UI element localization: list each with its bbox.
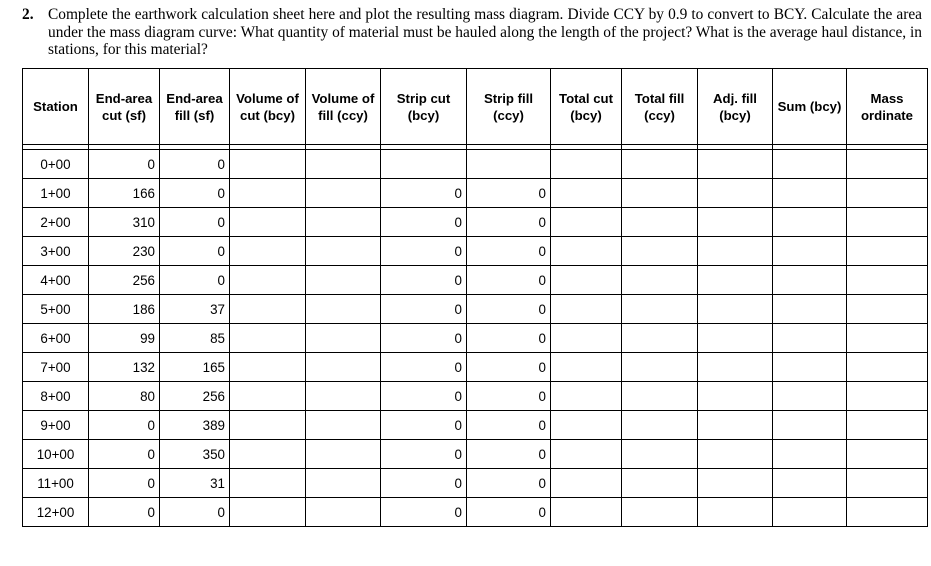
header-adj-fill: Adj. fill (bcy) [698, 69, 773, 145]
cell-end-area-fill: 0 [160, 498, 230, 527]
cell-total-cut[interactable] [551, 411, 622, 440]
cell-end-area-cut: 99 [89, 324, 160, 353]
cell-volume-fill[interactable] [306, 353, 381, 382]
table-row [23, 295, 928, 324]
cell-total-cut[interactable] [551, 353, 622, 382]
cell-mass-ordinate[interactable] [847, 498, 928, 527]
cell-end-area-cut: 0 [89, 440, 160, 469]
table-row [23, 440, 928, 469]
cell-mass-ordinate[interactable] [847, 440, 928, 469]
cell-total-fill[interactable] [622, 382, 698, 411]
cell-volume-fill[interactable] [306, 324, 381, 353]
cell-total-fill[interactable] [622, 179, 698, 208]
table-row [23, 469, 928, 498]
cell-strip-fill: 0 [467, 179, 551, 208]
problem-statement [22, 6, 922, 59]
table-row [23, 498, 928, 527]
cell-volume-cut[interactable] [230, 266, 306, 295]
cell-sum[interactable] [773, 411, 847, 440]
cell-volume-fill[interactable] [306, 411, 381, 440]
cell-sum[interactable] [773, 150, 847, 179]
cell-total-fill[interactable] [622, 469, 698, 498]
header-volume-fill: Volume of fill (ccy) [306, 69, 381, 145]
cell-end-area-cut: 186 [89, 295, 160, 324]
cell-strip-cut: 0 [381, 208, 467, 237]
cell-station: 1+00 [23, 179, 89, 208]
cell-total-cut[interactable] [551, 498, 622, 527]
header-total-cut: Total cut (bcy) [551, 69, 622, 145]
cell-volume-cut[interactable] [230, 382, 306, 411]
cell-strip-fill: 0 [467, 382, 551, 411]
cell-sum[interactable] [773, 498, 847, 527]
cell-adj-fill[interactable] [698, 266, 773, 295]
cell-end-area-fill: 0 [160, 150, 230, 179]
cell-strip-cut: 0 [381, 353, 467, 382]
table-row [23, 382, 928, 411]
cell-volume-cut[interactable] [230, 208, 306, 237]
header-strip-fill: Strip fill (ccy) [467, 69, 551, 145]
table-row [23, 150, 928, 179]
cell-strip-fill: 0 [467, 411, 551, 440]
cell-strip-cut: 0 [381, 469, 467, 498]
cell-volume-fill[interactable] [306, 266, 381, 295]
cell-total-fill[interactable] [622, 411, 698, 440]
cell-volume-cut[interactable] [230, 498, 306, 527]
cell-volume-cut[interactable] [230, 237, 306, 266]
cell-strip-cut: 0 [381, 324, 467, 353]
header-row [23, 69, 928, 145]
header-end-area-fill: End-area fill (sf) [160, 69, 230, 145]
table-row [23, 411, 928, 440]
cell-total-cut[interactable] [551, 382, 622, 411]
header-volume-cut: Volume of cut (bcy) [230, 69, 306, 145]
cell-strip-cut: 0 [381, 498, 467, 527]
cell-volume-cut[interactable] [230, 150, 306, 179]
cell-volume-fill[interactable] [306, 382, 381, 411]
cell-mass-ordinate[interactable] [847, 295, 928, 324]
cell-strip-fill: 0 [467, 324, 551, 353]
cell-strip-fill: 0 [467, 295, 551, 324]
cell-strip-cut: 0 [381, 411, 467, 440]
cell-mass-ordinate[interactable] [847, 150, 928, 179]
cell-end-area-cut: 0 [89, 150, 160, 179]
cell-mass-ordinate[interactable] [847, 266, 928, 295]
cell-end-area-cut: 0 [89, 469, 160, 498]
cell-station: 0+00 [23, 150, 89, 179]
cell-volume-fill[interactable] [306, 208, 381, 237]
cell-station: 11+00 [23, 469, 89, 498]
cell-adj-fill[interactable] [698, 440, 773, 469]
cell-end-area-fill: 0 [160, 266, 230, 295]
cell-sum[interactable] [773, 295, 847, 324]
cell-total-fill[interactable] [622, 208, 698, 237]
cell-sum[interactable] [773, 382, 847, 411]
cell-mass-ordinate[interactable] [847, 411, 928, 440]
cell-adj-fill[interactable] [698, 150, 773, 179]
cell-end-area-fill: 0 [160, 179, 230, 208]
cell-total-cut[interactable] [551, 150, 622, 179]
cell-station: 7+00 [23, 353, 89, 382]
cell-end-area-cut: 256 [89, 266, 160, 295]
cell-strip-fill: 0 [467, 440, 551, 469]
cell-sum[interactable] [773, 440, 847, 469]
cell-station: 2+00 [23, 208, 89, 237]
earthwork-calculation-sheet [22, 68, 928, 527]
cell-end-area-fill: 85 [160, 324, 230, 353]
cell-total-cut[interactable] [551, 208, 622, 237]
cell-adj-fill[interactable] [698, 295, 773, 324]
table-row [23, 353, 928, 382]
header-total-fill: Total fill (ccy) [622, 69, 698, 145]
cell-total-fill[interactable] [622, 295, 698, 324]
cell-total-fill[interactable] [622, 237, 698, 266]
table-row [23, 266, 928, 295]
cell-adj-fill[interactable] [698, 382, 773, 411]
header-end-area-cut: End-area cut (sf) [89, 69, 160, 145]
cell-volume-cut[interactable] [230, 295, 306, 324]
cell-sum[interactable] [773, 237, 847, 266]
table-row [23, 324, 928, 353]
cell-station: 8+00 [23, 382, 89, 411]
cell-mass-ordinate[interactable] [847, 208, 928, 237]
cell-end-area-cut: 80 [89, 382, 160, 411]
cell-strip-cut: 0 [381, 295, 467, 324]
cell-total-fill[interactable] [622, 266, 698, 295]
cell-strip-cut: 0 [381, 237, 467, 266]
cell-adj-fill[interactable] [698, 237, 773, 266]
cell-strip-cut: 0 [381, 266, 467, 295]
cell-total-fill[interactable] [622, 498, 698, 527]
cell-volume-fill[interactable] [306, 440, 381, 469]
cell-sum[interactable] [773, 179, 847, 208]
cell-sum[interactable] [773, 353, 847, 382]
cell-sum[interactable] [773, 469, 847, 498]
cell-adj-fill[interactable] [698, 324, 773, 353]
cell-volume-fill[interactable] [306, 150, 381, 179]
cell-mass-ordinate[interactable] [847, 237, 928, 266]
cell-volume-cut[interactable] [230, 469, 306, 498]
header-station: Station [23, 69, 89, 145]
cell-end-area-fill: 256 [160, 382, 230, 411]
cell-sum[interactable] [773, 208, 847, 237]
cell-total-cut[interactable] [551, 179, 622, 208]
cell-strip-cut: 0 [381, 440, 467, 469]
cell-volume-fill[interactable] [306, 179, 381, 208]
cell-end-area-fill: 350 [160, 440, 230, 469]
cell-station: 9+00 [23, 411, 89, 440]
cell-station: 6+00 [23, 324, 89, 353]
table-row [23, 237, 928, 266]
cell-adj-fill[interactable] [698, 208, 773, 237]
cell-sum[interactable] [773, 324, 847, 353]
cell-total-cut[interactable] [551, 295, 622, 324]
cell-volume-fill[interactable] [306, 498, 381, 527]
cell-total-fill[interactable] [622, 353, 698, 382]
cell-adj-fill[interactable] [698, 498, 773, 527]
cell-volume-fill[interactable] [306, 295, 381, 324]
cell-strip-fill: 0 [467, 266, 551, 295]
cell-adj-fill[interactable] [698, 469, 773, 498]
cell-end-area-fill: 31 [160, 469, 230, 498]
cell-total-fill[interactable] [622, 150, 698, 179]
cell-mass-ordinate[interactable] [847, 324, 928, 353]
cell-end-area-cut: 132 [89, 353, 160, 382]
cell-total-fill[interactable] [622, 440, 698, 469]
cell-sum[interactable] [773, 266, 847, 295]
cell-end-area-cut: 166 [89, 179, 160, 208]
cell-mass-ordinate[interactable] [847, 353, 928, 382]
cell-adj-fill[interactable] [698, 179, 773, 208]
header-sum: Sum (bcy) [773, 69, 847, 145]
cell-strip-cut[interactable] [381, 150, 467, 179]
cell-mass-ordinate[interactable] [847, 382, 928, 411]
cell-volume-fill[interactable] [306, 469, 381, 498]
cell-strip-cut: 0 [381, 382, 467, 411]
cell-station: 3+00 [23, 237, 89, 266]
table-row [23, 179, 928, 208]
cell-strip-cut: 0 [381, 179, 467, 208]
cell-total-cut[interactable] [551, 237, 622, 266]
cell-total-cut[interactable] [551, 266, 622, 295]
cell-station: 5+00 [23, 295, 89, 324]
problem-number: 2. [22, 6, 34, 23]
cell-adj-fill[interactable] [698, 411, 773, 440]
cell-mass-ordinate[interactable] [847, 469, 928, 498]
cell-strip-fill: 0 [467, 353, 551, 382]
cell-volume-fill[interactable] [306, 237, 381, 266]
cell-volume-cut[interactable] [230, 324, 306, 353]
header-mass-ordinate: Mass ordinate [847, 69, 928, 145]
cell-end-area-fill: 0 [160, 208, 230, 237]
table-row [23, 208, 928, 237]
problem-text: Complete the earthwork calculation sheet here and plot the resulting mass diagram. Divide CCY by 0.9 to convert to BCY. Calculate the area under the mass diagram curve: What quantity of material must be hauled along the length of the project? What is the average haul distance, in stations, for this material? [48, 6, 922, 58]
cell-volume-cut[interactable] [230, 353, 306, 382]
cell-end-area-fill: 0 [160, 237, 230, 266]
cell-adj-fill[interactable] [698, 353, 773, 382]
cell-volume-cut[interactable] [230, 179, 306, 208]
cell-end-area-cut: 0 [89, 411, 160, 440]
cell-strip-fill: 0 [467, 469, 551, 498]
cell-end-area-fill: 37 [160, 295, 230, 324]
cell-strip-fill: 0 [467, 208, 551, 237]
cell-end-area-cut: 310 [89, 208, 160, 237]
cell-total-cut[interactable] [551, 469, 622, 498]
cell-station: 12+00 [23, 498, 89, 527]
cell-end-area-fill: 389 [160, 411, 230, 440]
cell-end-area-fill: 165 [160, 353, 230, 382]
cell-mass-ordinate[interactable] [847, 179, 928, 208]
cell-strip-fill[interactable] [467, 150, 551, 179]
cell-end-area-cut: 230 [89, 237, 160, 266]
cell-volume-cut[interactable] [230, 440, 306, 469]
cell-total-fill[interactable] [622, 324, 698, 353]
cell-total-cut[interactable] [551, 440, 622, 469]
cell-strip-fill: 0 [467, 498, 551, 527]
cell-station: 4+00 [23, 266, 89, 295]
cell-station: 10+00 [23, 440, 89, 469]
cell-volume-cut[interactable] [230, 411, 306, 440]
cell-total-cut[interactable] [551, 324, 622, 353]
cell-strip-fill: 0 [467, 237, 551, 266]
cell-end-area-cut: 0 [89, 498, 160, 527]
header-strip-cut: Strip cut (bcy) [381, 69, 467, 145]
